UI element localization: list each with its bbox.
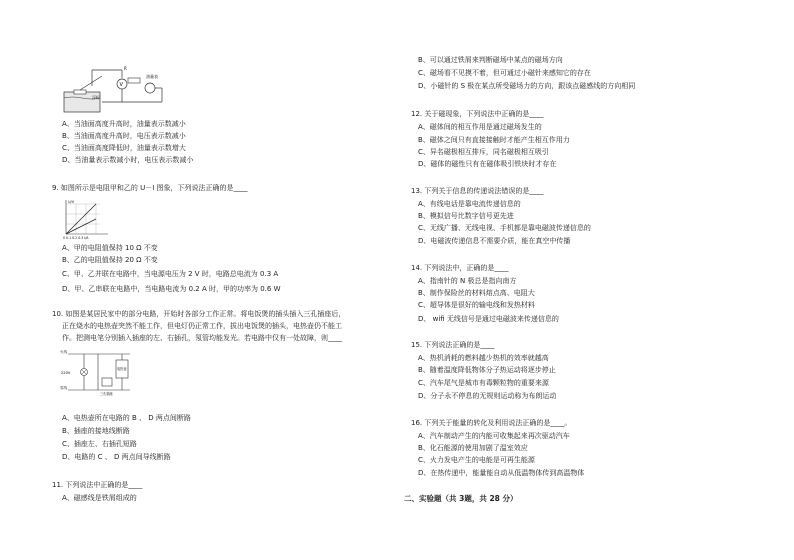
q16-option-d: D、在热传递中，能量能自动从低温物体传到高温物体 (418, 469, 585, 477)
q14-option-c: C、超导体是很好的输电线和发热材料 (418, 301, 535, 309)
q10-household-circuit-figure (60, 348, 132, 396)
q11-option-a: A、磁感线是铁屑组成的 (62, 494, 137, 502)
socket-label: 三孔插座 (100, 392, 113, 396)
q16-option-a: A、汽车制动产生的内能可收集起来再次驱动汽车 (418, 432, 570, 440)
q11-option-b: B、可以通过铁屑来判断磁场中某点的磁场方向 (418, 56, 563, 64)
resistor-label: R (124, 66, 127, 71)
q12-option-c: C、异名磁极相互排斥，同名磁极相互吸引 (418, 148, 549, 156)
q14-option-a: A、指南针的 N 极总是指向南方 (418, 277, 517, 285)
q14-option-d: D、 wifi 无线信号是通过电磁波来传递信息的 (418, 315, 559, 323)
q9-option-a: A、甲的电阻值保持 10 Ω 不变 (62, 244, 158, 252)
q10-stem-line-3: 作。把测电笔分别插入插座的左、右插孔，氖管均能发光。若电路中仅有一处故障，则____ (62, 334, 342, 342)
q8-option-d: D、当油量表示数减小时，电压表示数减小 (62, 156, 194, 164)
q10-option-a: A、电热壶所在电路的 B 、 D 两点间断路 (62, 414, 191, 422)
q13-option-b: B、模拟信号比数字信号更先进 (418, 212, 514, 220)
q10-stem-line-2: 正在烧水的电热壶突然不能工作，但电灯仍正常工作，拔出电饭煲的插头，电热壶仍不能工 (62, 322, 342, 330)
voltage-label: 220V (61, 371, 71, 375)
q10-stem-line-1: 10. 如图是某居民家中的部分电路，开始时各部分工作正常。将电饭煲的插头插入三孔插座后， (52, 310, 346, 318)
q10-option-d: D、电路的 C 、 D 两点间导线断路 (62, 453, 171, 461)
q11-stem: 11. 下列说法中正确的是____ (52, 481, 143, 489)
kettle-label: 电热壶 (117, 367, 127, 371)
q13-stem: 13. 下列关于信息的传递说法错误的是____ (411, 187, 544, 195)
q15-option-d: D、分子永不停息的无规则运动称为布朗运动 (418, 392, 557, 400)
q12-stem: 12. 关于磁现象，下列说法中正确的是____ (411, 110, 544, 118)
q12-option-a: A、磁体间的相互作用是通过磁场发生的 (418, 123, 542, 131)
live-wire-label: 火线 (60, 350, 68, 354)
meter-label: 油量表 (146, 74, 158, 79)
q8-option-c: C、当油面高度降低时，油量表示数增大 (62, 144, 186, 152)
q9-stem: 9. 如图所示是电阻甲和乙的 U－I 图象，下列说法正确的是____ (52, 184, 248, 192)
q12-option-b: B、磁体之间只有直接接触时才能产生相互作用力 (418, 136, 570, 144)
fuel-gauge-circuit-figure (62, 66, 172, 118)
neutral-wire-label: 零线 (60, 386, 68, 390)
q10-option-b: B、插座的接地线断路 (62, 427, 130, 435)
q16-stem: 16. 下列关于能量的转化及利用说法正确的是____。 (411, 419, 572, 427)
q12-option-d: D、磁体的磁性只有在磁体吸引铁块时才存在 (418, 160, 557, 168)
q9-option-d: D、甲、乙串联在电路中，当电路电流为 0.2 A 时，甲的功率为 0.6 W (62, 285, 281, 293)
q15-option-a: A、热机消耗的燃料越少热机的效率就越高 (418, 354, 549, 362)
q9-ui-graph (60, 198, 110, 240)
q13-option-d: D、电磁波传递信息不需要介质，能在真空中传播 (418, 237, 571, 245)
q11-option-c: C、磁场看不见摸不着，但可通过小磁针来感知它的存在 (418, 69, 591, 77)
q14-option-b: B、制作保险丝的材料熔点高、电阻大 (418, 289, 535, 297)
q16-option-c: C、火力发电产生的电能是可再生能源 (418, 456, 535, 464)
q9-option-b: B、乙的电阻值保持 20 Ω 不变 (62, 256, 158, 264)
q15-stem: 15. 下列说法正确的是____ (411, 341, 495, 349)
q8-option-b: B、当油面高度升高时，电压表示数减小 (62, 132, 186, 140)
q13-option-c: C、无线广播、无线电视、手机都是靠电磁波传递信息的 (418, 224, 591, 232)
q15-option-c: C、汽车尾气是城市有毒颗粒物的重要来源 (418, 379, 549, 387)
q8-option-a: A、当油面高度升高时，油量表示数减小 (62, 120, 186, 128)
q14-stem: 14. 下列说法中，正确的是____ (411, 264, 509, 272)
float-label: 浮标 (92, 95, 100, 100)
q15-option-b: B、随着温度降低物体分子热运动将逐步停止 (418, 366, 556, 374)
graph-ylabel: U/V (68, 200, 75, 204)
q13-option-a: A、有线电话是靠电流传递信息的 (418, 200, 521, 208)
voltmeter-symbol: V (119, 82, 123, 88)
graph-xticks: 0 0.1 0.2 0.3 I/A (63, 236, 89, 240)
q10-option-c: C、插座左、右插孔短路 (62, 440, 137, 448)
section-heading-experiment: 二、实验题（共 3题，共 28 分） (404, 494, 518, 503)
q9-option-c: C、甲、乙并联在电路中，当电源电压为 2 V 时，电路总电流为 0.3 A (62, 270, 279, 278)
q16-option-b: B、化石能源的使用加剧了温室效应 (418, 444, 528, 452)
q11-option-d: D、小磁针的 S 极在某点所受磁场力的方向，跟该点磁感线的方向相同 (418, 82, 636, 90)
